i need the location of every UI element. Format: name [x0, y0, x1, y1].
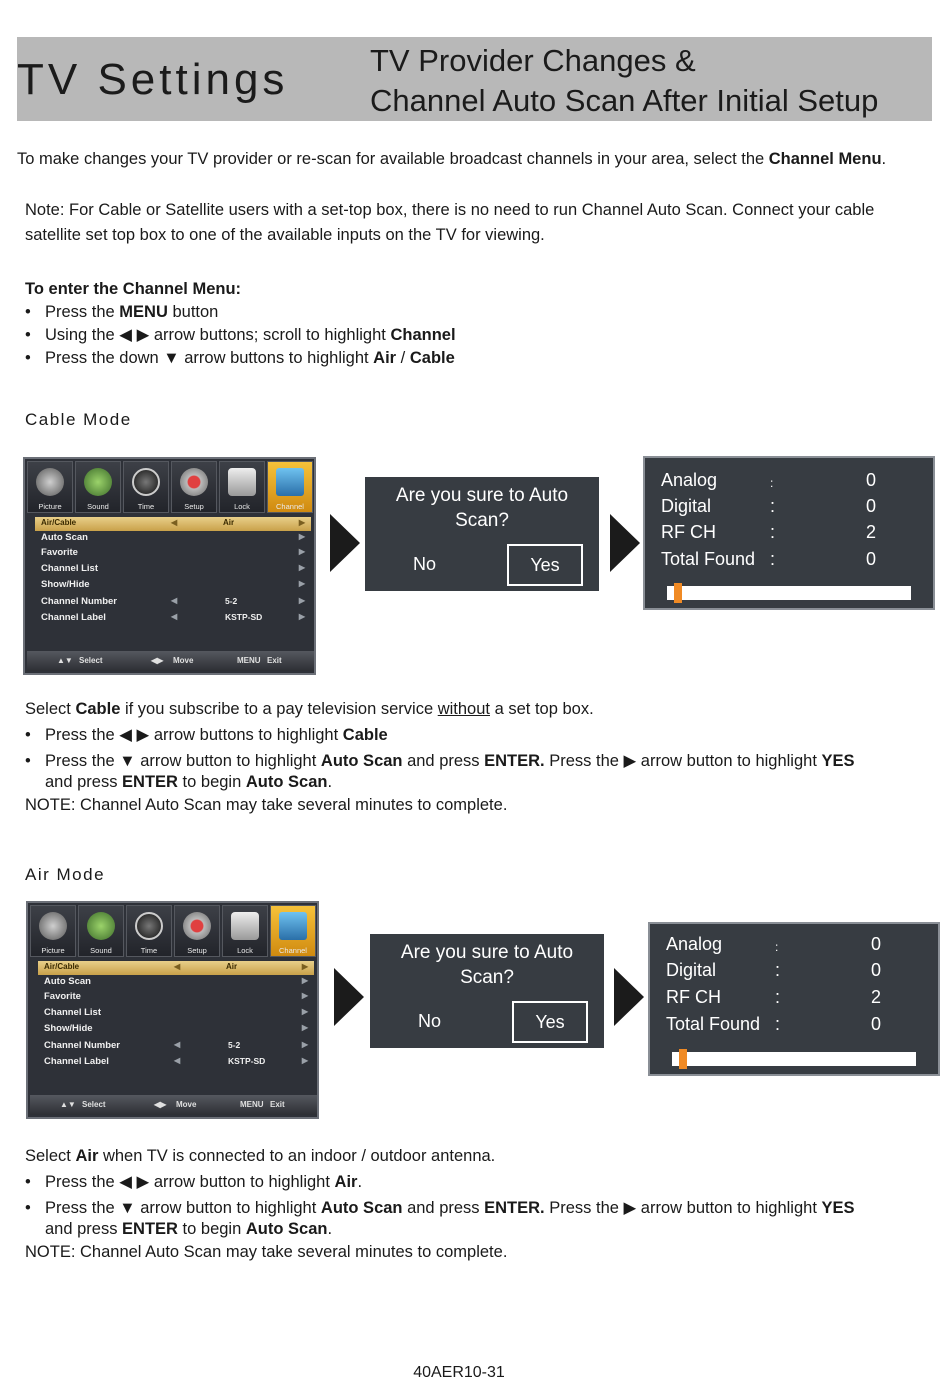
flow-arrow-icon [610, 514, 640, 572]
menu-item-channel-number[interactable]: Channel Number ◀ 5-2 ▶ [44, 1040, 308, 1051]
page-number: 40AER10-31 [413, 1364, 505, 1381]
menu-list [35, 517, 311, 647]
menu-item-show-hide[interactable]: Show/Hide ▶ [44, 1023, 308, 1034]
scan-progress-panel [643, 456, 935, 610]
menu-item-channel-list[interactable]: Channel List ▶ [44, 1007, 308, 1018]
footer-exit: Exit [267, 656, 282, 665]
tab-setup[interactable]: Setup [171, 461, 217, 513]
enter-heading: To enter the Channel Menu: [25, 280, 242, 298]
scan-row-rf-ch: RF CH : 2 [666, 987, 882, 1007]
footer-move: Move [173, 656, 194, 665]
air-intro: Select Air when TV is connected to an indoor / outdoor antenna. [25, 1147, 496, 1165]
flow-arrow-icon [334, 968, 364, 1026]
menu-list [38, 961, 314, 1091]
select-key-icon: ▲▼ [60, 1100, 76, 1109]
scan-row-total-found: Total Found : 0 [661, 549, 877, 569]
tab-channel[interactable]: Channel [270, 905, 316, 957]
cable-bullet-2-cont: and press ENTER to begin Auto Scan. [45, 773, 333, 791]
yes-button[interactable]: Yes [507, 544, 583, 586]
auto-scan-confirm-dialog [365, 477, 599, 591]
tab-time[interactable]: Time [126, 905, 172, 957]
sound-icon [84, 468, 112, 496]
menu-tabs [27, 461, 313, 513]
menu-tabs [30, 905, 316, 957]
scan-row-digital: Digital : 0 [666, 960, 882, 980]
scan-progress-fill [679, 1049, 687, 1069]
cable-mode-title: Cable Mode [25, 410, 132, 429]
scan-row-analog: Analog : 0 [661, 470, 877, 490]
move-key-icon: ◀▶ [154, 1100, 167, 1109]
menu-item-show-hide[interactable]: Show/Hide ▶ [41, 579, 305, 590]
intro-text: To make changes your TV provider or re-scan for available broadcast channels in your area, select the Channel Menu. [17, 150, 887, 168]
scan-row-analog: Analog : 0 [666, 934, 882, 954]
footer-move: Move [176, 1100, 197, 1109]
move-key-icon: ◀▶ [151, 656, 164, 665]
air-bullet-2-cont: and press ENTER to begin Auto Scan. [45, 1220, 333, 1238]
air-mode-title: Air Mode [25, 865, 106, 884]
page-title-line1: TV Provider Changes & [370, 43, 696, 78]
yes-button[interactable]: Yes [512, 1001, 588, 1043]
menu-footer [30, 1095, 317, 1115]
page-header [17, 37, 932, 121]
scan-progress-panel [648, 922, 940, 1076]
menu-item-auto-scan[interactable]: Auto Scan ▶ [41, 532, 305, 543]
scan-row-digital: Digital : 0 [661, 496, 877, 516]
tab-lock[interactable]: Lock [219, 461, 265, 513]
tab-channel[interactable]: Channel [267, 461, 313, 513]
no-button[interactable]: No [418, 1011, 442, 1031]
menu-item-channel-list[interactable]: Channel List ▶ [41, 563, 305, 574]
auto-scan-confirm-dialog [370, 934, 604, 1048]
cable-note: NOTE: Channel Auto Scan may take several minutes to complete. [25, 796, 508, 814]
footer-select: Select [79, 656, 103, 665]
footer-exit: Exit [270, 1100, 285, 1109]
channel-icon [279, 912, 307, 940]
footer-select: Select [82, 1100, 106, 1109]
picture-icon [39, 912, 67, 940]
menu-item-channel-number[interactable]: Channel Number ◀ 5-2 ▶ [41, 596, 305, 607]
tab-sound[interactable]: Sound [75, 461, 121, 513]
scan-row-rf-ch: RF CH : 2 [661, 522, 877, 542]
dialog-question: Are you sure to Auto Scan? [395, 485, 569, 531]
menu-item-air-cable[interactable]: Air/Cable ◀ Air ▶ [38, 961, 314, 975]
menu-item-favorite[interactable]: Favorite ▶ [41, 547, 305, 558]
air-channel-menu [26, 901, 319, 1119]
tab-picture[interactable]: Picture [27, 461, 73, 513]
section-title: TV Settings [17, 55, 289, 104]
exit-key-icon: MENU [237, 656, 261, 665]
note-line2: satellite set top box to one of the available inputs on the TV for viewing. [25, 226, 545, 244]
scan-progress-bar [672, 1052, 916, 1066]
tab-lock[interactable]: Lock [222, 905, 268, 957]
select-key-icon: ▲▼ [57, 656, 73, 665]
exit-key-icon: MENU [240, 1100, 264, 1109]
tab-setup[interactable]: Setup [174, 905, 220, 957]
scan-row-total-found: Total Found : 0 [666, 1014, 882, 1034]
menu-item-air-cable[interactable]: Air/Cable ◀ Air ▶ [35, 517, 311, 531]
tab-time[interactable]: Time [123, 461, 169, 513]
sound-icon [87, 912, 115, 940]
cable-intro: Select Cable if you subscribe to a pay television service without a set top box. [25, 700, 594, 718]
menu-item-favorite[interactable]: Favorite ▶ [44, 991, 308, 1002]
picture-icon [36, 468, 64, 496]
note-line1: Note: For Cable or Satellite users with a set-top box, there is no need to run Channel Auto Scan. Connect your cable [25, 201, 875, 219]
flow-arrow-icon [330, 514, 360, 572]
page-title [370, 41, 878, 121]
scan-progress-bar [667, 586, 911, 600]
dialog-question: Are you sure to Auto Scan? [400, 942, 574, 988]
clock-icon [132, 468, 160, 496]
menu-item-auto-scan[interactable]: Auto Scan ▶ [44, 976, 308, 987]
menu-item-channel-label[interactable]: Channel Label ◀ KSTP-SD ▶ [44, 1056, 308, 1067]
air-note: NOTE: Channel Auto Scan may take several minutes to complete. [25, 1243, 508, 1261]
lock-icon [228, 468, 256, 496]
channel-icon [276, 468, 304, 496]
menu-item-channel-label[interactable]: Channel Label ◀ KSTP-SD ▶ [41, 612, 305, 623]
tab-sound[interactable]: Sound [78, 905, 124, 957]
scan-progress-fill [674, 583, 682, 603]
cable-channel-menu [23, 457, 316, 675]
gear-icon [183, 912, 211, 940]
flow-arrow-icon [614, 968, 644, 1026]
no-button[interactable]: No [413, 554, 437, 574]
tab-picture[interactable]: Picture [30, 905, 76, 957]
clock-icon [135, 912, 163, 940]
lock-icon [231, 912, 259, 940]
gear-icon [180, 468, 208, 496]
page-title-line2: Channel Auto Scan After Initial Setup [370, 83, 879, 118]
menu-footer [27, 651, 314, 671]
